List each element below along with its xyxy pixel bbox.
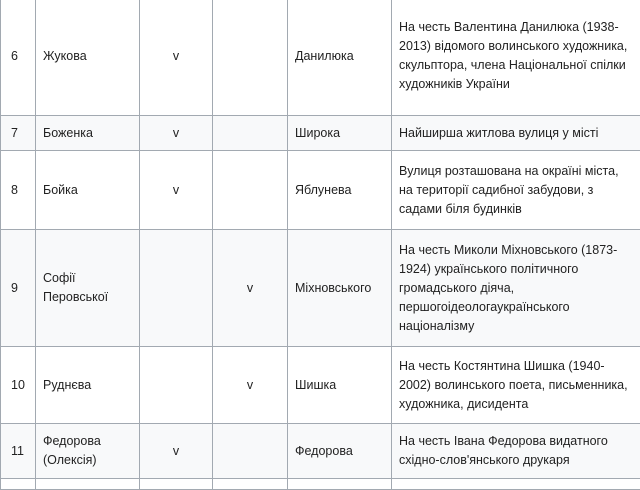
rename-description: На честь Миколи Міхновського (1873-1924) українського політичного громадського діяча, першогоідеологаукраїнського націоналізму (392, 230, 640, 347)
rename-description: На честь Валентина Данилюка (1938-2013) відомого волинського художника, скульптора, члена Національної спілки художників України (392, 0, 640, 116)
table-row (1, 424, 640, 479)
check-mark-2 (213, 424, 288, 479)
empty-cell (36, 479, 140, 490)
old-street-name: Федорова (Олексія) (36, 424, 140, 479)
check-mark-1 (140, 230, 213, 347)
rename-description: Найширша житлова вулиця у місті (392, 116, 640, 151)
empty-cell (140, 479, 213, 490)
empty-cell (1, 479, 36, 490)
old-street-name: Руднєва (36, 347, 140, 424)
rename-description: Вулиця розташована на окраїні міста, на території садибної забудови, з садами біля будинків (392, 151, 640, 230)
row-number: 8 (1, 151, 36, 230)
row-number: 9 (1, 230, 36, 347)
empty-cell (213, 479, 288, 490)
check-mark-2: v (213, 347, 288, 424)
check-mark-2: v (213, 230, 288, 347)
check-mark-1: v (140, 0, 213, 116)
row-number: 6 (1, 0, 36, 116)
table-row (1, 230, 640, 347)
rename-description: На честь Костянтина Шишка (1940-2002) волинського поета, письменника, художника, дисидента (392, 347, 640, 424)
check-mark-2 (213, 0, 288, 116)
table-row (1, 116, 640, 151)
row-number: 11 (1, 424, 36, 479)
new-street-name: Міхновського (288, 230, 392, 347)
check-mark-2 (213, 116, 288, 151)
check-mark-1: v (140, 424, 213, 479)
check-mark-1: v (140, 151, 213, 230)
check-mark-2 (213, 151, 288, 230)
table-row (1, 151, 640, 230)
new-street-name: Широка (288, 116, 392, 151)
new-street-name: Яблунева (288, 151, 392, 230)
old-street-name: Бойка (36, 151, 140, 230)
old-street-name: Боженка (36, 116, 140, 151)
check-mark-1: v (140, 116, 213, 151)
empty-cell (288, 479, 392, 490)
new-street-name: Шишка (288, 347, 392, 424)
row-number: 7 (1, 116, 36, 151)
new-street-name: Федорова (288, 424, 392, 479)
table-row (1, 347, 640, 424)
table-row (1, 479, 640, 490)
empty-cell (392, 479, 640, 490)
table-row (1, 0, 640, 116)
old-street-name: Жукова (36, 0, 140, 116)
row-number: 10 (1, 347, 36, 424)
check-mark-1 (140, 347, 213, 424)
old-street-name: Софії Перовської (36, 230, 140, 347)
new-street-name: Данилюка (288, 0, 392, 116)
rename-description: На честь Івана Федорова видатного східно-слов'янського друкаря (392, 424, 640, 479)
